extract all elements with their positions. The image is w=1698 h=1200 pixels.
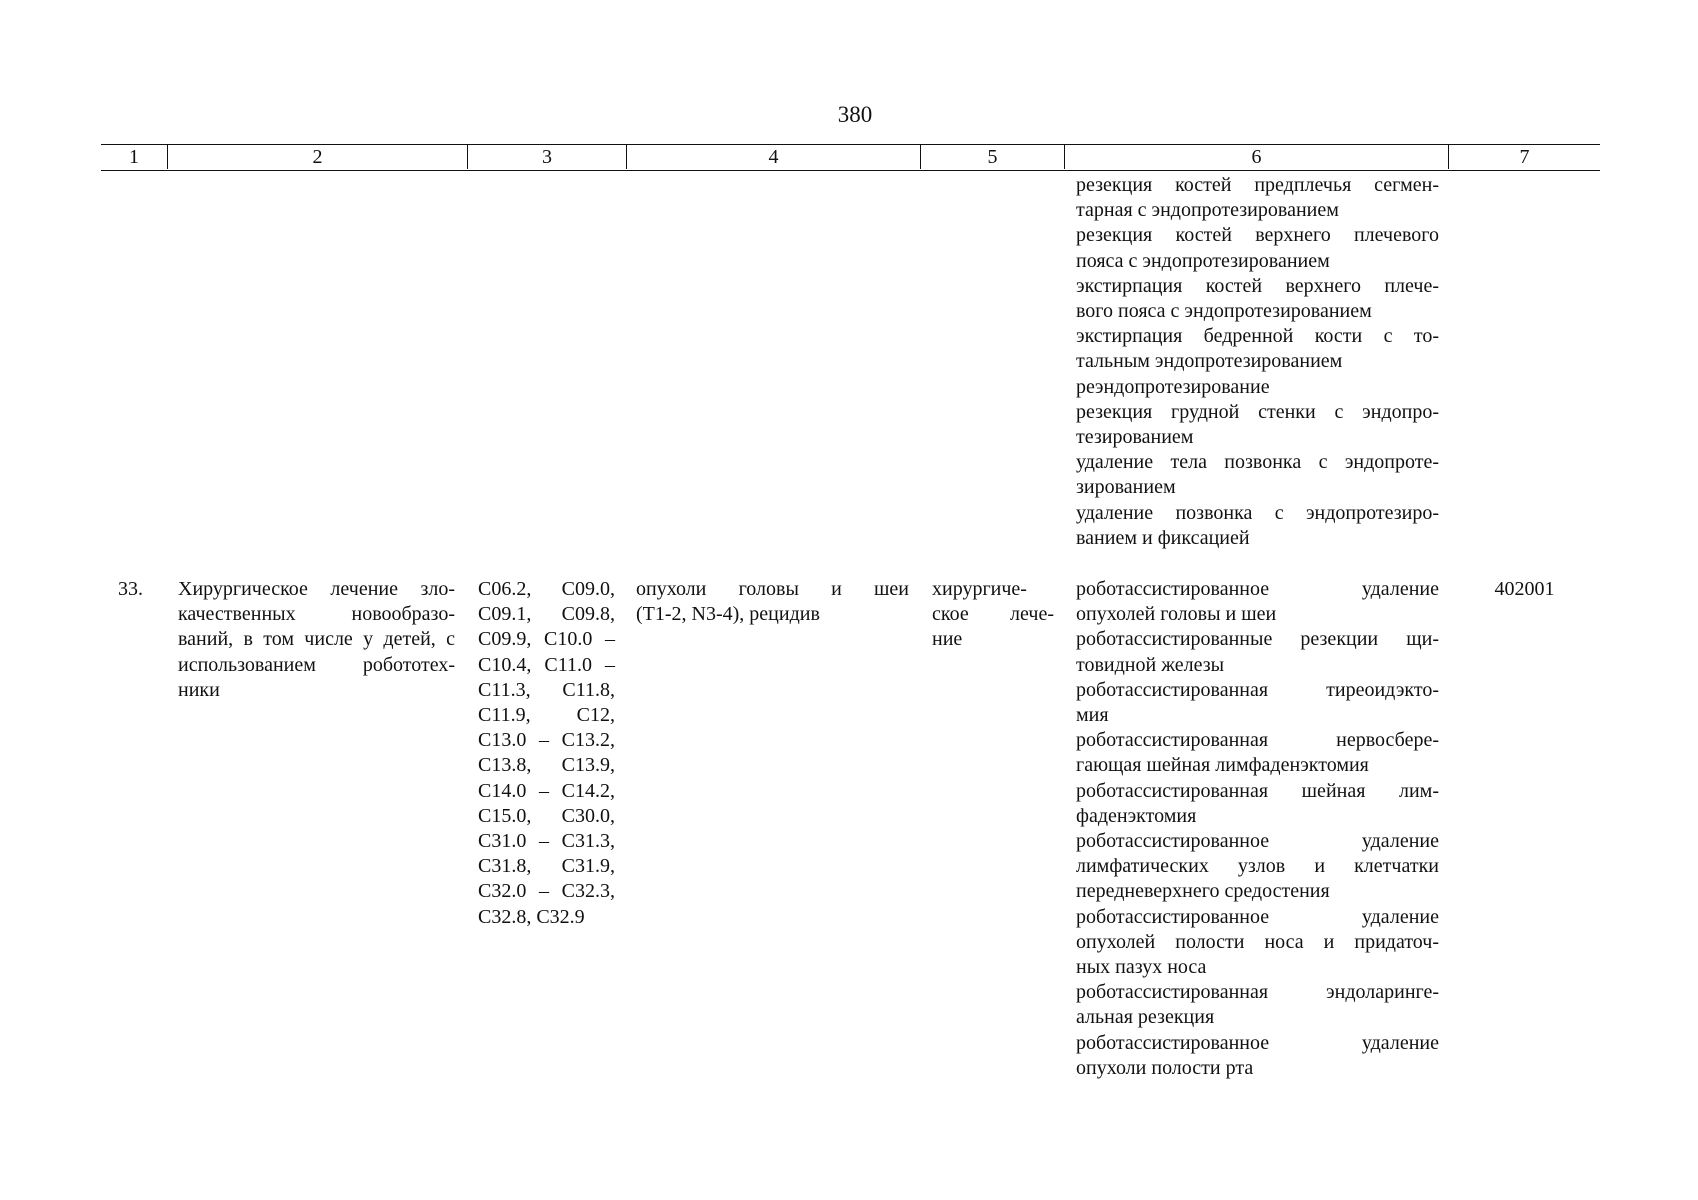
continuation-col6-text [1076, 173, 1439, 551]
text-line: ванием и фиксацией [1076, 526, 1250, 549]
text-line: опухолей полости носа и придаточ- [1076, 930, 1439, 953]
text-line: C13.0 – C13.2, [478, 729, 615, 752]
text-line: C32.8, C32.9 [478, 905, 585, 928]
column-header-7: 7 [1519, 146, 1530, 168]
column-header-6: 6 [1065, 145, 1449, 169]
text-line: Хирургическое лечение зло- [178, 578, 455, 600]
row-number: 33. [118, 578, 143, 600]
row-treatment-methods [1076, 577, 1439, 1081]
text-line: использованием робототех- [178, 653, 455, 676]
column-header-2: 2 [168, 145, 468, 169]
text-line: ники [178, 678, 220, 701]
text-line: удаление позвонка с эндопротезиро- [1076, 501, 1439, 524]
text-line: роботассистированная эндоларинге- [1076, 981, 1439, 1004]
text-line: C31.8, C31.9, [478, 855, 615, 878]
column-header-5: 5 [921, 145, 1065, 169]
text-line: резекция грудной стенки с эндопро- [1076, 400, 1439, 423]
text-line: C11.9, C12, [478, 704, 615, 727]
text-line: C15.0, C30.0, [478, 804, 615, 827]
text-line: C32.0 – C32.3, [478, 880, 615, 903]
text-line: C10.4, C11.0 – [478, 653, 615, 676]
text-line: резекция костей предплечья сегмен- [1076, 174, 1439, 196]
text-line: зированием [1076, 476, 1176, 499]
text-line: роботассистированная нервосбере- [1076, 729, 1439, 752]
text-line: роботассистированные резекции щи- [1076, 628, 1439, 651]
row-treatment-type [932, 577, 1054, 653]
text-line: роботассистированное удаление [1076, 905, 1439, 928]
text-line: ское лече- [932, 603, 1054, 626]
text-line: альная резекция [1076, 1006, 1215, 1029]
column-header-4: 4 [627, 145, 921, 169]
text-line: роботассистированное удаление [1076, 578, 1439, 600]
text-line: C09.1, C09.8, [478, 603, 615, 626]
column-header-1: 1 [101, 145, 168, 169]
text-line: ваний, в том числе у детей, с [178, 628, 455, 651]
row-diagnosis [636, 577, 909, 627]
text-line: опухоли головы и шеи [636, 578, 909, 600]
row-group-code: 402001 [1494, 578, 1555, 600]
text-line: удаление тела позвонка с эндопроте- [1076, 451, 1439, 474]
text-line: гающая шейная лимфаденэктомия [1076, 754, 1369, 777]
row-icd-codes [478, 577, 615, 930]
text-line: тарная с эндопротезированием [1076, 199, 1339, 222]
text-line: опухолей головы и шеи [1076, 603, 1277, 626]
text-line: экстирпация костей верхнего плече- [1076, 274, 1439, 297]
text-line: товидной железы [1076, 653, 1225, 676]
text-line: ние [932, 628, 963, 651]
text-line: передневерхнего средостения [1076, 880, 1330, 903]
text-line: C06.2, C09.0, [478, 578, 615, 600]
text-line: C09.9, C10.0 – [478, 628, 615, 651]
text-line: C11.3, C11.8, [478, 678, 615, 701]
column-header-3: 3 [468, 145, 627, 169]
page-number: 380 [837, 102, 873, 127]
text-line: C31.0 – C31.3, [478, 830, 615, 853]
text-line: резекция костей верхнего плечевого [1076, 224, 1439, 247]
text-line: роботассистированное удаление [1076, 830, 1439, 853]
text-line: роботассистированная тиреоидэкто- [1076, 678, 1439, 701]
row-service-name [178, 577, 455, 703]
text-line: тальным эндопротезированием [1076, 350, 1343, 373]
text-line: реэндопротезирование [1076, 375, 1270, 398]
text-line: роботассистированная шейная лим- [1076, 779, 1439, 802]
text-line: тезированием [1076, 426, 1194, 449]
text-line: качественных новообразо- [178, 603, 455, 626]
text-line: фаденэктомия [1076, 804, 1197, 827]
text-line: роботассистированное удаление [1076, 1031, 1439, 1054]
column-header-row [101, 144, 1600, 171]
text-line: C13.8, C13.9, [478, 754, 615, 777]
text-line: мия [1076, 704, 1109, 727]
text-line: вого пояса с эндопротезированием [1076, 300, 1372, 323]
text-line: экстирпация бедренной кости с то- [1076, 325, 1439, 348]
text-line: ных пазух носа [1076, 956, 1207, 979]
text-line: опухоли полости рта [1076, 1056, 1254, 1079]
text-line: C14.0 – C14.2, [478, 779, 615, 802]
text-line: лимфатических узлов и клетчатки [1076, 855, 1439, 878]
text-line: (T1-2, N3-4), рецидив [636, 603, 820, 626]
text-line: хирургиче- [932, 578, 1027, 600]
text-line: пояса с эндопротезированием [1076, 249, 1330, 272]
